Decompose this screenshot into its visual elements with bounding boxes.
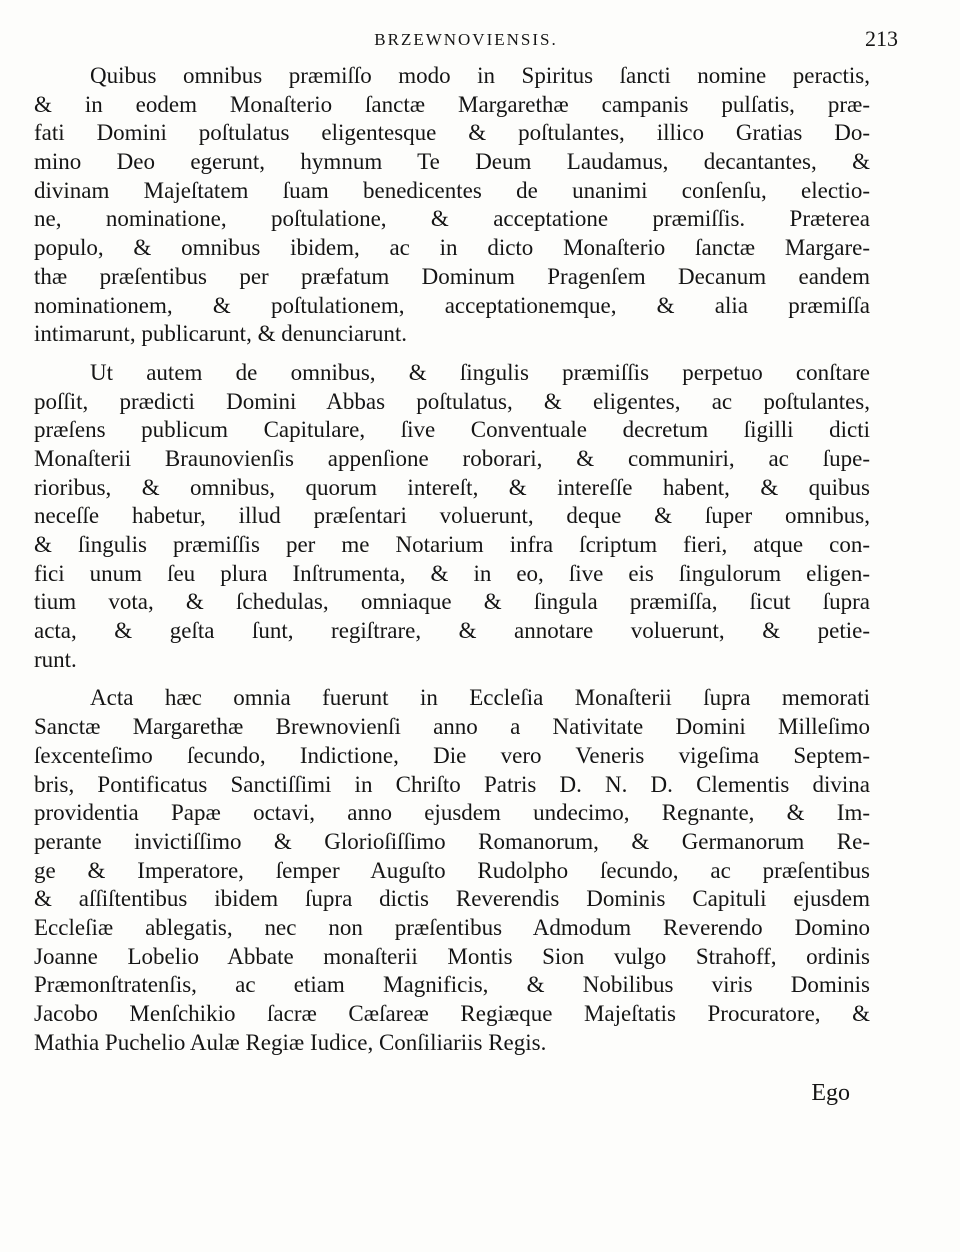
text-line: providentia Papæ octavi, anno ejusdem undecimo, Regnante, & Im- [34,800,870,826]
text-line: Jacobo Menſchikio ſacræ Cæſareæ Regiæque Majeſtatis Procuratore, & [34,1001,870,1026]
text-line: ne, nominatione, poſtulatione, & acceptatione præmiſſis. Præterea [34,206,870,232]
text-line: Monaſterii Braunovienſis appenſione roborari, & communiri, ac ſupe- [34,445,870,471]
page-number: 213 [865,26,898,51]
body-text [34,62,870,1057]
text-line: intimarunt, publicarunt, & denunciarunt. [34,321,408,347]
catchword: Ego [811,1080,850,1106]
text-line: Sanctæ Margarethæ Brewnovienſi anno a Nativitate Domini Milleſimo [34,714,870,740]
text-line: thæ præſentibus per præfatum Dominum Pragenſem Decanum eandem [34,263,870,289]
text-line: Eccleſiæ ablegatis, nec non præſentibus Admodum Reverendo Domino [34,914,870,940]
text-line: neceſſe habetur, illud præſentari voluerunt, deque & ſuper omnibus, [34,503,870,529]
text-line: Joanne Lobelio Abbate monaſterii Montis Sion vulgo Strahoff, ordinis [34,943,870,969]
text-line: acta, & geſta ſunt, regiſtrare, & annotare voluerunt, & petie- [34,618,870,644]
text-line: fati Domini poſtulatus eligentesque & poſtulantes, illico Gratias Do- [34,120,870,146]
text-line: divinam Majeſtatem ſuam benedicentes de unanimi conſenſu, electio- [34,177,870,203]
text-line: runt. [34,646,77,672]
text-line: bris, Pontificatus Sanctiſſimi in Chriſto Patris D. N. D. Clementis divina [34,771,870,797]
text-line: & ſingulis præmiſſis per me Notarium infra ſcriptum fieri, atque con- [34,532,870,557]
text-line: nominationem, & poſtulationem, acceptationemque, & alia præmiſſa [34,292,870,318]
text-line: tium vota, & ſchedulas, omniaque & ſingula præmiſſa, ſicut ſupra [34,589,870,615]
paragraph-1 [34,62,870,349]
paragraph-3 [34,684,870,1057]
text-line: & aſſiſtentibus ibidem ſupra dictis Reverendis Dominis Capituli ejusdem [34,886,870,912]
text-line: ge & Imperatore, ſemper Auguſto Rudolpho ſecundo, ac præſentibus [34,857,870,883]
text-line: ſexcenteſimo ſecundo, Indictione, Die vero Veneris vigeſima Septem- [34,742,870,768]
text-line: poſſit, prædicti Domini Abbas poſtulatus, & eligentes, ac poſtulantes, [34,388,870,414]
text-line: rioribus, & omnibus, quorum intereſt, & intereſſe habent, & quibus [34,474,870,500]
text-line: præſens publicum Capitulare, ſive Conventuale decretum ſigilli dicti [34,417,870,443]
text-line: fici unum ſeu plura Inſtrumenta, & in eo, ſive eis ſingulorum eligen- [34,560,870,586]
text-line: perante invictiſſimo & Glorioſiſſimo Romanorum, & Germanorum Re- [34,828,870,854]
text-line: & in eodem Monaſterio ſanctæ Margarethæ campanis pulſatis, præ- [34,91,870,117]
text-line: Acta hæc omnia fuerunt in Eccleſia Monaſterii ſupra memorati [90,685,870,711]
text-line: Mathia Puchelio Aulæ Regiæ Iudice, Conſiliariis Regis. [34,1029,547,1055]
text-line: populo, & omnibus ibidem, ac in dicto Monaſterio ſanctæ Margare- [34,235,870,261]
text-line: Præmonſtratenſis, ac etiam Magnificis, & Nobilibus viris Dominis [34,972,870,998]
text-line: mino Deo egerunt, hymnum Te Deum Laudamus, decantantes, & [34,149,870,175]
running-head: BRZEWNOVIENSIS. [374,30,558,49]
text-line: Quibus omnibus præmiſſo modo in Spiritus ſancti nomine peractis, [90,63,870,88]
text-line: Ut autem de omnibus, & ſingulis præmiſſis perpetuo conſtare [90,359,870,385]
paragraph-2 [34,359,870,675]
